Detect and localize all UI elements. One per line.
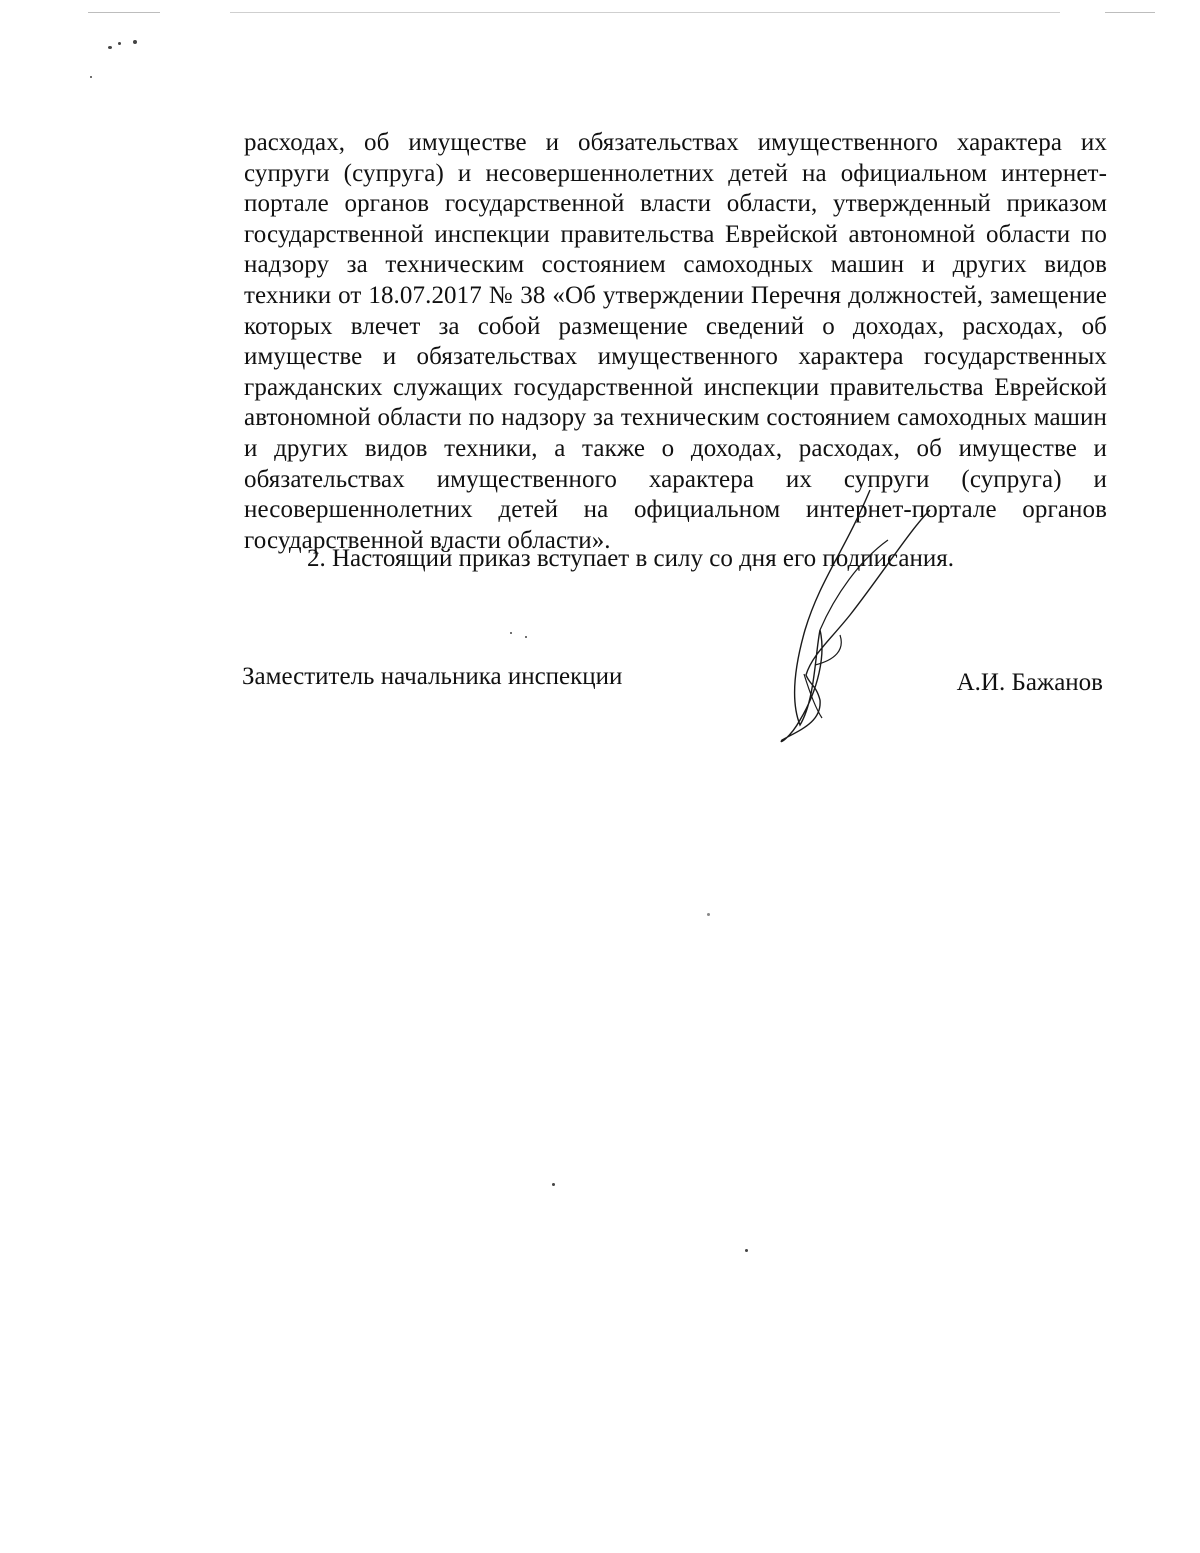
scan-speck <box>707 913 710 916</box>
scan-speck <box>90 76 92 78</box>
scan-speck <box>525 636 527 638</box>
continuation-paragraph: расходах, об имуществе и обязательствах имущественного характера их супруги (супруга) и несовершеннолетних детей на официальном интернет-портале органов государственной власти области, утвержденный приказом государственной инспекции правительства Еврейской автономной области по надзору за техническим состоянием самоходных машин и других видов техники от 18.07.2017 № 38 «Об утверждении Перечня должностей, замещение которых влечет за собой размещение сведений о доходах, расходах, об имуществе и обязательствах имущественного характера государственных гражданских служащих государственной инспекции правительства Еврейской автономной области по надзору за техническим состоянием самоходных машин и других видов техники, а также о доходах, расходах, об имуществе и обязательствах имущественного характера их супруги (супруга) и несовершеннолетних детей на официальном интернет-портале органов государственной власти области». <box>244 129 1107 554</box>
scan-speck <box>552 1183 555 1186</box>
scan-speck <box>510 632 512 634</box>
scan-speck <box>108 46 112 49</box>
scan-speck <box>133 40 137 44</box>
scan-speck <box>118 42 121 45</box>
scan-edge-line <box>230 12 1060 13</box>
signatory-position: Заместитель начальника инспекции <box>242 663 623 690</box>
signatory-name: А.И. Бажанов <box>956 669 1103 696</box>
order-item-2: 2. Настоящий приказ вступает в силу со дня его подписания. <box>307 545 955 572</box>
scan-edge-line <box>1105 12 1155 13</box>
handwritten-signature <box>760 400 1000 760</box>
scan-edge-line <box>88 12 160 13</box>
scan-speck <box>745 1249 748 1252</box>
